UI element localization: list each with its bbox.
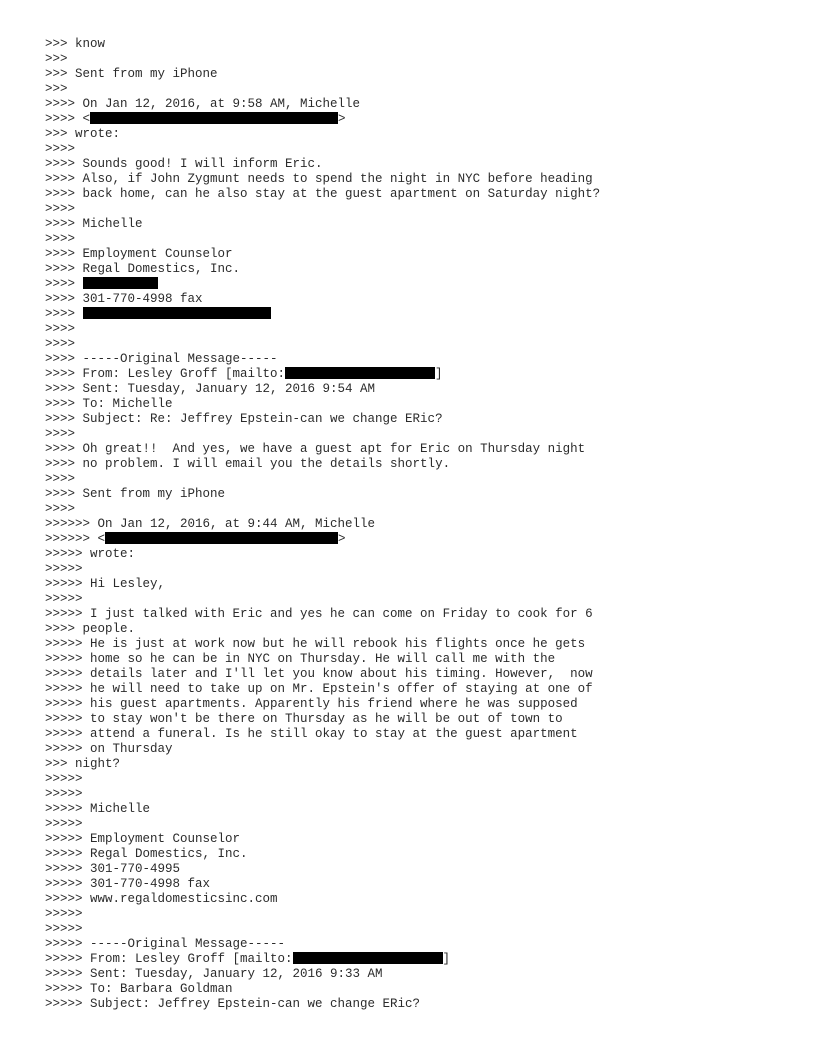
email-line: [45, 667, 785, 682]
email-line: [45, 112, 785, 127]
line-text: >>>> Regal Domestics, Inc.: [45, 262, 241, 276]
email-line: [45, 847, 785, 862]
email-line: [45, 877, 785, 892]
line-text: >>>>> 301-770-4995: [45, 862, 181, 876]
line-text: >>>>: [45, 232, 76, 246]
email-thread-body: [45, 37, 785, 1012]
line-text: >>>>> He is just at work now but he will rebook his flights once he gets: [45, 637, 586, 651]
email-line: [45, 382, 785, 397]
line-text: >>>>> to stay won't be there on Thursday as he will be out of town to: [45, 712, 563, 726]
line-text: >>>>: [45, 472, 76, 486]
line-text: >>>>: [45, 502, 76, 516]
email-line: [45, 277, 785, 292]
line-text: >>>: [45, 52, 68, 66]
email-line: [45, 817, 785, 832]
line-text: >>>>: [45, 337, 76, 351]
email-line: [45, 427, 785, 442]
line-text: >>>> back home, can he also stay at the guest apartment on Saturday night?: [45, 187, 601, 201]
email-line: [45, 502, 785, 517]
email-line: [45, 97, 785, 112]
line-text: >>>> <: [45, 112, 91, 126]
email-line: [45, 967, 785, 982]
line-text: >>>> Employment Counselor: [45, 247, 233, 261]
email-line: [45, 907, 785, 922]
email-line: [45, 247, 785, 262]
email-line: [45, 52, 785, 67]
line-text: >>>>>: [45, 817, 83, 831]
line-text: >>>>> -----Original Message-----: [45, 937, 286, 951]
email-line: [45, 172, 785, 187]
line-text: >>>> 301-770-4998 fax: [45, 292, 203, 306]
line-text: >>>> people.: [45, 622, 136, 636]
email-line: [45, 697, 785, 712]
line-text: >>>>: [45, 307, 83, 321]
line-text: >>>>> home so he can be in NYC on Thursday. He will call me with the: [45, 652, 556, 666]
email-line: [45, 472, 785, 487]
line-text: >>>> Sounds good! I will inform Eric.: [45, 157, 323, 171]
email-line: [45, 712, 785, 727]
email-line: [45, 397, 785, 412]
line-text: >>>>>: [45, 907, 83, 921]
redaction-bar: [83, 277, 158, 289]
redaction-bar: [293, 952, 443, 964]
email-line: [45, 217, 785, 232]
email-line: [45, 517, 785, 532]
line-text: >>>> Sent: Tuesday, January 12, 2016 9:54 AM: [45, 382, 376, 396]
email-line: [45, 937, 785, 952]
email-line: [45, 802, 785, 817]
email-line: [45, 187, 785, 202]
line-text: >>>>: [45, 142, 76, 156]
email-line: [45, 292, 785, 307]
email-line: [45, 547, 785, 562]
line-text: >>>> Sent from my iPhone: [45, 487, 226, 501]
line-text: >>>>> wrote:: [45, 547, 136, 561]
line-text: >>>>: [45, 322, 76, 336]
line-text: >>>> On Jan 12, 2016, at 9:58 AM, Michelle: [45, 97, 361, 111]
email-line: [45, 67, 785, 82]
line-text: >>>>> attend a funeral. Is he still okay to stay at the guest apartment: [45, 727, 578, 741]
line-text: >>>>> his guest apartments. Apparently his friend where he was supposed: [45, 697, 578, 711]
line-text: >>>>> Regal Domestics, Inc.: [45, 847, 248, 861]
line-text: >>>> -----Original Message-----: [45, 352, 278, 366]
email-line: [45, 607, 785, 622]
line-text: >>>>>: [45, 787, 83, 801]
email-line: [45, 322, 785, 337]
line-text: >>>>>: [45, 592, 83, 606]
line-text: >>>>> Michelle: [45, 802, 151, 816]
email-line: [45, 652, 785, 667]
line-text: >>>>>: [45, 772, 83, 786]
email-line: [45, 412, 785, 427]
redaction-bar: [90, 112, 338, 124]
email-line: [45, 202, 785, 217]
line-text: >>>>> Sent: Tuesday, January 12, 2016 9:33 AM: [45, 967, 383, 981]
email-line: [45, 367, 785, 382]
email-line: [45, 352, 785, 367]
line-text: >>>>: [45, 202, 76, 216]
line-text: >>>>> From: Lesley Groff [mailto:: [45, 952, 293, 966]
line-text: >>>>> on Thursday: [45, 742, 173, 756]
email-line: [45, 262, 785, 277]
line-text: >>>: [45, 82, 68, 96]
email-line: [45, 337, 785, 352]
line-text: >>>>> details later and I'll let you know about his timing. However, now: [45, 667, 593, 681]
email-line: [45, 982, 785, 997]
email-line: [45, 997, 785, 1012]
line-text: >>>>> Subject: Jeffrey Epstein-can we change ERic?: [45, 997, 421, 1011]
line-text: >>> night?: [45, 757, 121, 771]
email-line: [45, 832, 785, 847]
email-line: [45, 157, 785, 172]
line-text: >>>>>> <: [45, 532, 106, 546]
line-text-suffix: ]: [442, 952, 451, 966]
email-line: [45, 622, 785, 637]
line-text: >>>> To: Michelle: [45, 397, 173, 411]
email-line: [45, 457, 785, 472]
line-text: >>>>> To: Barbara Goldman: [45, 982, 233, 996]
line-text: >>>>> Hi Lesley,: [45, 577, 166, 591]
email-line: [45, 232, 785, 247]
email-line: [45, 142, 785, 157]
line-text: >>>> Also, if John Zygmunt needs to spend the night in NYC before heading: [45, 172, 593, 186]
line-text: >>> Sent from my iPhone: [45, 67, 218, 81]
email-line: [45, 637, 785, 652]
redaction-bar: [105, 532, 338, 544]
email-line: [45, 892, 785, 907]
line-text: >>>> Michelle: [45, 217, 143, 231]
email-line: [45, 592, 785, 607]
email-line: [45, 442, 785, 457]
line-text: >>>> Oh great!! And yes, we have a guest apt for Eric on Thursday night: [45, 442, 586, 456]
email-line: [45, 787, 785, 802]
line-text: >>>>>> On Jan 12, 2016, at 9:44 AM, Michelle: [45, 517, 376, 531]
line-text-suffix: >: [338, 532, 346, 546]
email-line: [45, 487, 785, 502]
line-text: >>>>: [45, 427, 76, 441]
line-text: >>>>>: [45, 922, 83, 936]
line-text: >>>>> he will need to take up on Mr. Epstein's offer of staying at one of: [45, 682, 593, 696]
line-text: >>>> no problem. I will email you the details shortly.: [45, 457, 451, 471]
email-line: [45, 577, 785, 592]
line-text: >>> wrote:: [45, 127, 121, 141]
email-line: [45, 757, 785, 772]
email-line: [45, 562, 785, 577]
redaction-bar: [83, 307, 271, 319]
line-text: >>>>> www.regaldomesticsinc.com: [45, 892, 278, 906]
line-text: >>> know: [45, 37, 106, 51]
line-text: >>>>> Employment Counselor: [45, 832, 241, 846]
line-text: >>>>: [45, 277, 83, 291]
email-line: [45, 862, 785, 877]
email-line: [45, 922, 785, 937]
email-line: [45, 532, 785, 547]
email-line: [45, 772, 785, 787]
email-line: [45, 952, 785, 967]
email-line: [45, 682, 785, 697]
email-line: [45, 82, 785, 97]
line-text: >>>> Subject: Re: Jeffrey Epstein-can we change ERic?: [45, 412, 443, 426]
line-text: >>>>>: [45, 562, 83, 576]
line-text: >>>> From: Lesley Groff [mailto:: [45, 367, 286, 381]
redaction-bar: [285, 367, 435, 379]
line-text: >>>>> I just talked with Eric and yes he can come on Friday to cook for 6: [45, 607, 593, 621]
email-line: [45, 742, 785, 757]
email-line: [45, 727, 785, 742]
email-line: [45, 127, 785, 142]
line-text-suffix: ]: [435, 367, 443, 381]
line-text: >>>>> 301-770-4998 fax: [45, 877, 211, 891]
line-text-suffix: >: [338, 112, 346, 126]
email-line: [45, 37, 785, 52]
email-line: [45, 307, 785, 322]
